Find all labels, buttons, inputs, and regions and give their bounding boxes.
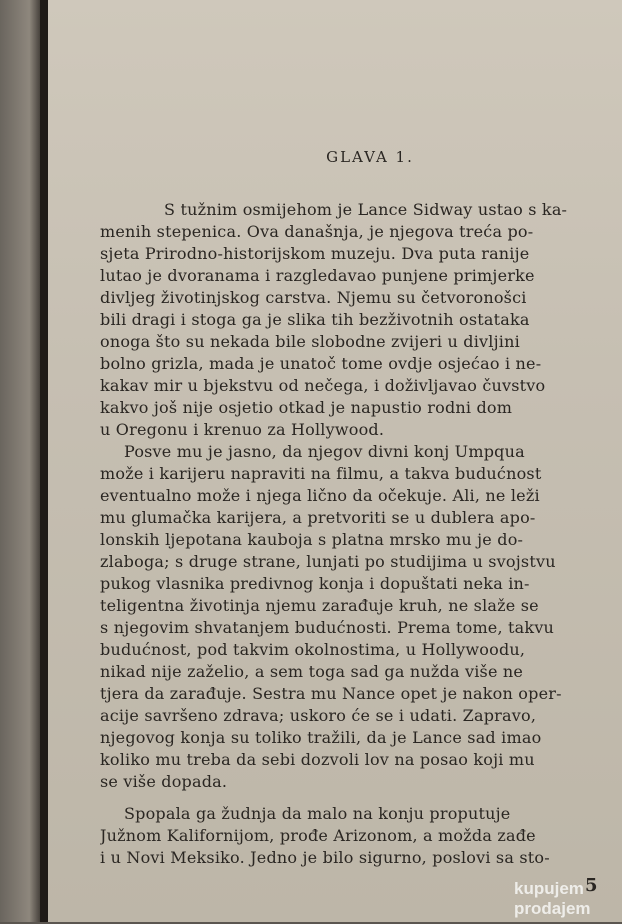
- book-spine: [40, 0, 48, 922]
- text-line: mu glumačka karijera, a pretvoriti se u dublera apo-: [100, 508, 536, 527]
- text-line: se više dopada.: [100, 772, 228, 791]
- text-line: bolno grizla, mada je unatoč tome ovdje osjećao i ne-: [100, 354, 542, 373]
- watermark-logo: [510, 874, 620, 920]
- text-line: onoga što su nekada bile slobodne zvijeri u divljini: [100, 332, 520, 351]
- text-line: Spopala ga žudnja da malo na konju proputuje: [124, 804, 511, 823]
- text-line: bili dragi i stoga ga je slika tih bezživotnih ostataka: [100, 310, 530, 329]
- text-line: zlaboga; s druge strane, lunjati po studijima u svojstvu: [100, 552, 556, 571]
- text-line: koliko mu treba da sebi dozvoli lov na posao koji mu: [100, 750, 535, 769]
- text-line: kakav mir u bjekstvu od nečega, i doživljavao čuvstvo: [100, 376, 546, 395]
- page-number: 5: [585, 875, 598, 896]
- text-line: S tužnim osmijehom je Lance Sidway ustao s ka-: [164, 200, 568, 219]
- text-line: s njegovim shvatanjem budućnosti. Prema tome, takvu: [100, 618, 555, 637]
- text-line: nikad nije zaželio, a sem toga sad ga nužda više ne: [100, 662, 524, 681]
- text-line: njegovog konja su toliko tražili, da je Lance sad imao: [100, 728, 542, 747]
- text-line: Posve mu je jasno, da njegov divni konj Umpqua: [124, 442, 525, 461]
- text-line: sjeta Prirodno-historijskom muzeju. Dva puta ranije: [100, 244, 530, 263]
- text-line: u Oregonu i krenuo za Hollywood.: [100, 420, 385, 439]
- book-page: [48, 0, 622, 922]
- text-line: može i karijeru napraviti na filmu, a takva budućnost: [100, 464, 542, 483]
- watermark-line1: kupujem: [514, 879, 584, 898]
- text-line: menih stepenica. Ova današnja, je njegova treća po-: [100, 222, 534, 241]
- text-line: divljeg životinjskog carstva. Njemu su četvoronošci: [100, 288, 527, 307]
- text-line: kakvo još nije osjetio otkad je napustio rodni dom: [100, 398, 513, 417]
- text-line: lonskih ljepotana kauboja s platna mrsko mu je do-: [100, 530, 524, 549]
- text-line: acije savršeno zdrava; uskoro će se i udati. Zapravo,: [100, 706, 537, 725]
- text-line: pukog vlasnika predivnog konja i dopuštati neka in-: [100, 574, 530, 593]
- watermark-line2: prodajem: [514, 899, 591, 918]
- text-line: lutao je dvoranama i razgledavao punjene primjerke: [100, 266, 535, 285]
- chapter-title: GLAVA 1.: [326, 148, 414, 166]
- book-edge: [0, 0, 42, 922]
- text-line: Južnom Kalifornijom, prođe Arizonom, a možda zađe: [100, 826, 536, 845]
- text-line: i u Novi Meksiko. Jedno je bilo sigurno, poslovi sa sto-: [100, 848, 550, 867]
- text-line: budućnost, pod takvim okolnostima, u Hollywoodu,: [100, 640, 526, 659]
- text-line: eventualno može i njega lično da očekuje. Ali, ne leži: [100, 486, 540, 505]
- text-line: tjera da zarađuje. Sestra mu Nance opet je nakon oper-: [100, 684, 562, 703]
- text-line: teligentna životinja njemu zarađuje kruh, ne slaže se: [100, 596, 539, 615]
